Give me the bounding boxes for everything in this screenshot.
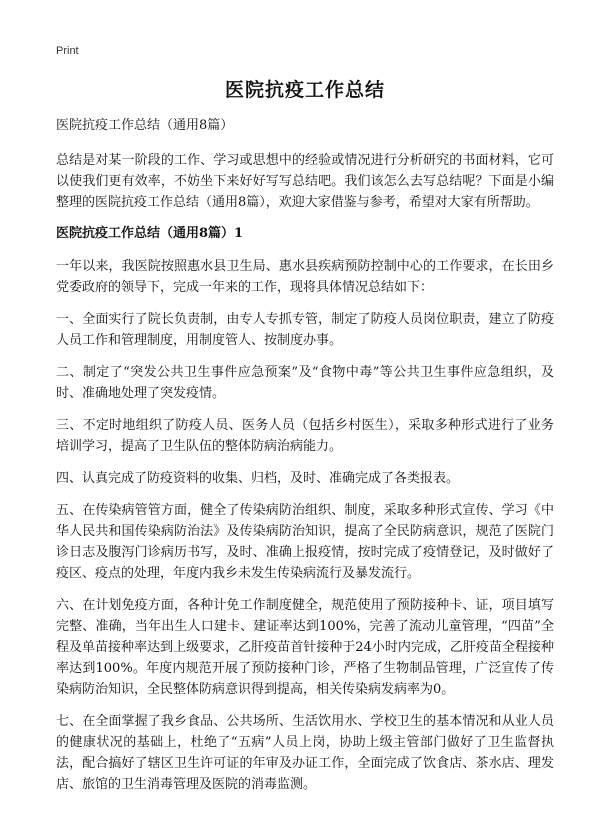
body-paragraph-7: 七、在全面掌握了我乡食品、公共场所、生活饮用水、学校卫生的基本情况和从业人员的健康状况的基础上，杜绝了“五病”人员上岗，协助上级主管部门做好了卫生监督执法，配合搞好了辖区卫生许可证的年审及办证工作，全面完成了饮食店、茶水店、理发店、旅馆的卫生消毒管理及医院的消毒监测。 <box>56 714 554 792</box>
section-heading: 医院抗疫工作总结（通用8篇）1 <box>56 226 244 241</box>
body-paragraph-4: 四、认真完成了防疫资料的收集、归档，及时、准确完成了各类报表。 <box>56 471 460 486</box>
body-paragraph-1: 一、全面实行了院长负责制，由专人专抓专管，制定了防疫人员岗位职责，建立了防疫人员工作和管理制度，用制度管人、按制度办事。 <box>56 312 554 348</box>
body-paragraph-5: 五、在传染病管管方面，健全了传染病防治组织、制度，采取多种形式宣传、学习《中华人民共和国传染病防治法》及传染病防治知识，提高了全民防病意识，规范了医院门诊日志及腹泻门诊病历书写，及时、准确上报疫情，按时完成了疫情登记，及时做好了疫区、疫点的处理，年度内我乡未发生传染病流行及暴发流行。 <box>56 503 554 581</box>
body-paragraph-6: 六、在计划免疫方面，各种计免工作制度健全，规范使用了预防接种卡、证，项目填写完整、准确，当年出生人口建卡、建证率达到100%，完善了流动儿童管理，“四苗”全程及单苗接种率达到上级要求，乙肝疫苗首针接种于24小时内完成，乙肝疫苗全程接种率达到100%。年度内规范开展了预防接种门诊，严格了生物制品管理，广泛宣传了传染病防治知识，全民整体防病意识得到提高，相关传染病发病率为0。 <box>56 598 554 697</box>
intro-paragraph: 总结是对某一阶段的工作、学习或思想中的经验或情况进行分析研究的书面材料，它可以使我们更有效率，不妨坐下来好好写写总结吧。我们该怎么去写总结呢？下面是小编整理的医院抗疫工作总结（通用8篇），欢迎大家借鉴与参考，希望对大家有所帮助。 <box>56 153 554 210</box>
body-paragraph-overview: 一年以来，我医院按照惠水县卫生局、惠水县疾病预防控制中心的工作要求，在长田乡党委政府的领导下，完成一年来的工作，现将具体情况总结如下： <box>56 259 554 295</box>
page-title: 医院抗疫工作总结 <box>224 79 385 101</box>
body-paragraph-3: 三、不定时地组织了防疫人员、医务人员（包括乡村医生），采取多种形式进行了业务培训学习，提高了卫生队伍的整体防病治病能力。 <box>56 418 554 454</box>
body-paragraph-2: 二、制定了“突发公共卫生事件应急预案”及“食物中毒”等公共卫生事件应急组织，及时、准确地处理了突发疫情。 <box>56 365 554 401</box>
print-label[interactable]: Print <box>56 45 79 57</box>
document-subtitle: 医院抗疫工作总结（通用8篇） <box>56 118 234 133</box>
